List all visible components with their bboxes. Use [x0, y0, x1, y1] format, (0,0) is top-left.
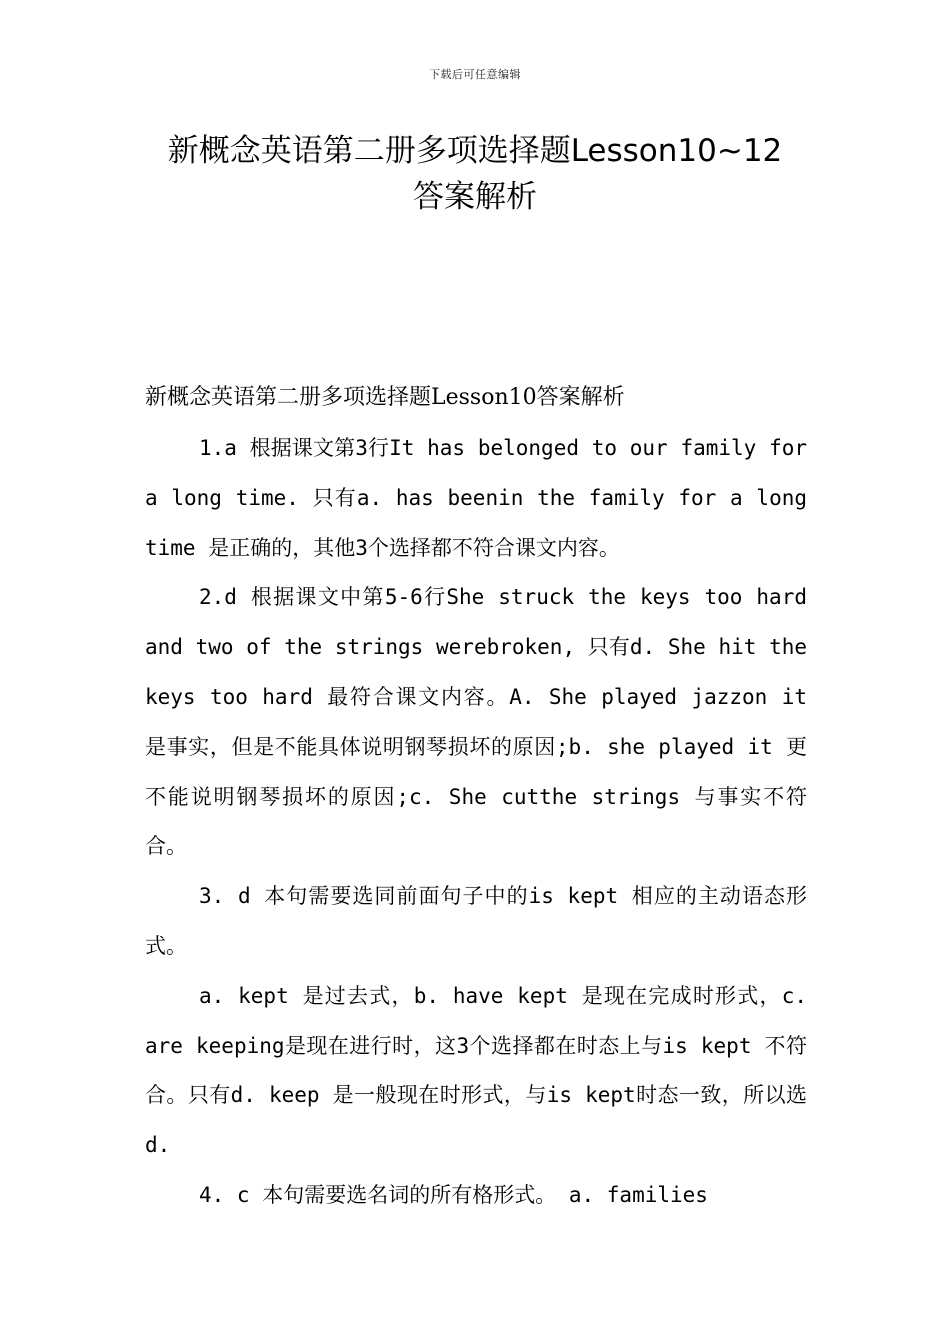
answer-paragraph-1: 1.a 根据课文第3行It has belonged to our family for a long time. 只有a. has beenin the family for a long time 是正确的，其他3个选择都不符合课文内容。 — [145, 436, 807, 560]
document-title-line-1: 新概念英语第二册多项选择题Lesson10~12 — [167, 133, 783, 169]
document-title-line-2: 答案解析 — [413, 179, 537, 215]
answer-paragraph-3: 3. d 本句需要选同前面句子中的is kept 相应的主动语态形式。 — [145, 884, 807, 958]
document-title — [120, 128, 830, 220]
answer-paragraph-2: 2.d 根据课文中第5-6行She struck the keys too hard and two of the strings werebroken, 只有d. She hit the keys too hard 最符合课文内容。A. She played jazzon it 是事实，但是不能具体说明钢琴损坏的原因;b. she played it 更不能说明钢琴损坏的原因;c. She cutthe strings 与事实不符合。 — [145, 585, 807, 859]
answer-paragraph-5: 4. c 本句需要选名词的所有格形式。 a. families — [199, 1182, 708, 1207]
header-note: 下载后可任意编辑 — [429, 68, 521, 81]
answer-explanations — [145, 424, 807, 1221]
answer-paragraph-4: a. kept 是过去式，b. have kept 是现在完成时形式，c. are keeping是现在进行时，这3个选择都在时态上与is kept 不符合。只有d. keep 是一般现在时形式，与is kept时态一致，所以选d. — [145, 983, 807, 1158]
section-heading: 新概念英语第二册多项选择题Lesson10答案解析 — [145, 385, 625, 410]
